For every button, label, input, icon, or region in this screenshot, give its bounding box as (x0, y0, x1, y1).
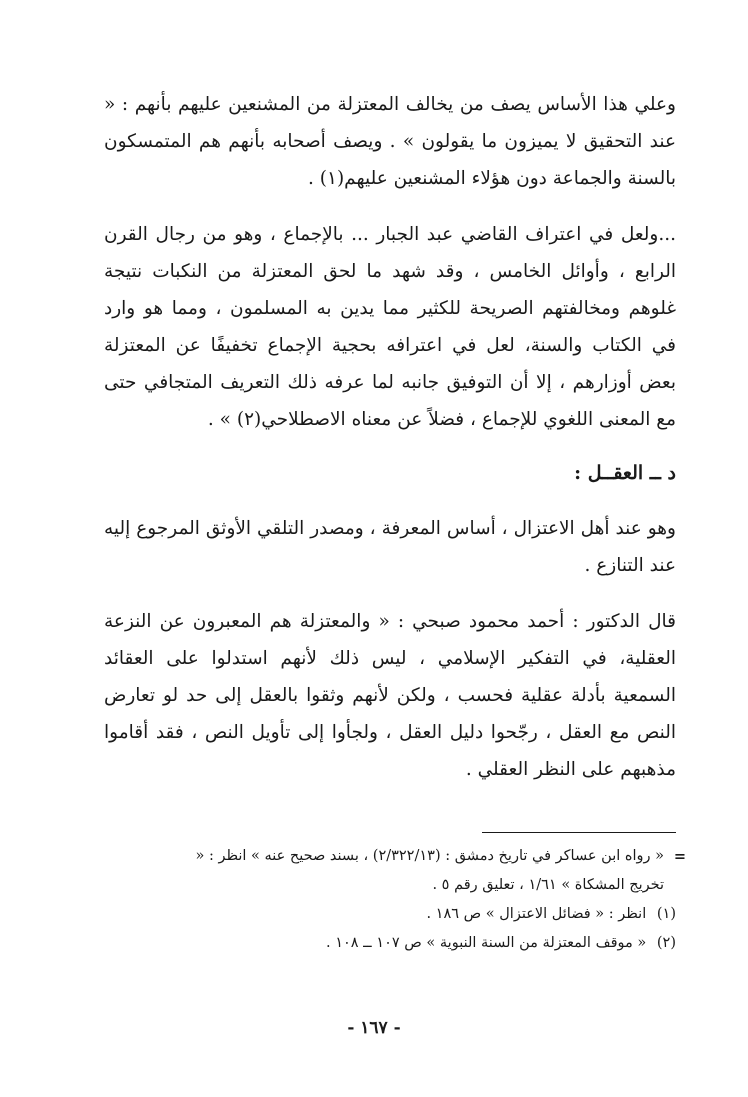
footnote-2-text: « موقف المعتزلة من السنة النبوية » ص ١٠٧ ــ ١٠٨ . (325, 935, 647, 951)
footnote-continuation (104, 842, 686, 871)
footnote-1-text: انظر : « فضائل الاعتزال » ص ١٨٦ . (426, 906, 647, 922)
paragraph-2: ...ولعل في اعتراف القاضي عبد الجبار ... بالإجماع ، وهو من رجال القرن الرابع ، وأوائل الخامس ، وقد شهد ما لحق المعتزلة من النكبات نتيجة غلوهم ومخالفتهم الصريحة للكثير مما يدين به المسلمون ، ومما هو وارد في الكتاب والسنة، لعل في اعترافه بحجية الإجماع تخفيفًا عن المعتزلة بعض أوزارهم ، إلا أن التوفيق جانبه لما عرفه ذلك التعريف المتجافي حتى مع المعنى اللغوي للإجماع ، فضلاً عن معناه الاصطلاحي(٢) » . (104, 224, 676, 430)
section-heading: د ــ العقــل : (574, 462, 676, 484)
paragraph-1: وعلي هذا الأساس يصف من يخالف المعتزلة من المشنعين عليهم بأنهم : « عند التحقيق لا يميزون ما يقولون » . ويصف أصحابه بأنهم هم المتمسكون بالسنة والجماعة دون هؤلاء المشنعين عليهم(١) . (104, 94, 676, 189)
footnote-2 (104, 929, 676, 958)
footnote-continuation-line-2: تخريج المشكاة » ١/٦١ ، تعليق رقم ٥ . (432, 877, 664, 893)
footnote-2-number: (٢) (656, 935, 676, 951)
footnote-1-number: (١) (656, 906, 676, 922)
footnote-continuation-line-1: « رواه ابن عساكر في تاريخ دمشق : (٢/٣٢٢/١٣) ، بسند صحيح عنه » انظر : « (195, 848, 664, 864)
continuation-mark: = (673, 848, 686, 865)
footnote-1 (104, 900, 676, 929)
paragraph-4: قال الدكتور : أحمد محمود صبحي : « والمعتزلة هم المعبرون عن النزعة العقلية، في التفكير الإسلامي ، ليس ذلك لأنهم استدلوا على العقائد السمعية بأدلة عقلية فحسب ، ولكن لأنهم وثقوا بالعقل إلى حد لو تعارض النص مع العقل ، رجّحوا دليل العقل ، ولجأوا إلى تأويل النص ، فقد أقاموا مذهبهم على النظر العقلي . (104, 611, 676, 780)
footnote-divider (482, 832, 676, 833)
footnote-continuation-2 (104, 871, 676, 900)
page-number: - ١٦٧ - (347, 1018, 401, 1038)
paragraph-3: وهو عند أهل الاعتزال ، أساس المعرفة ، ومصدر التلقي الأوثق المرجوع إليه عند التنازع . (104, 518, 676, 576)
footnotes-list (104, 842, 686, 958)
